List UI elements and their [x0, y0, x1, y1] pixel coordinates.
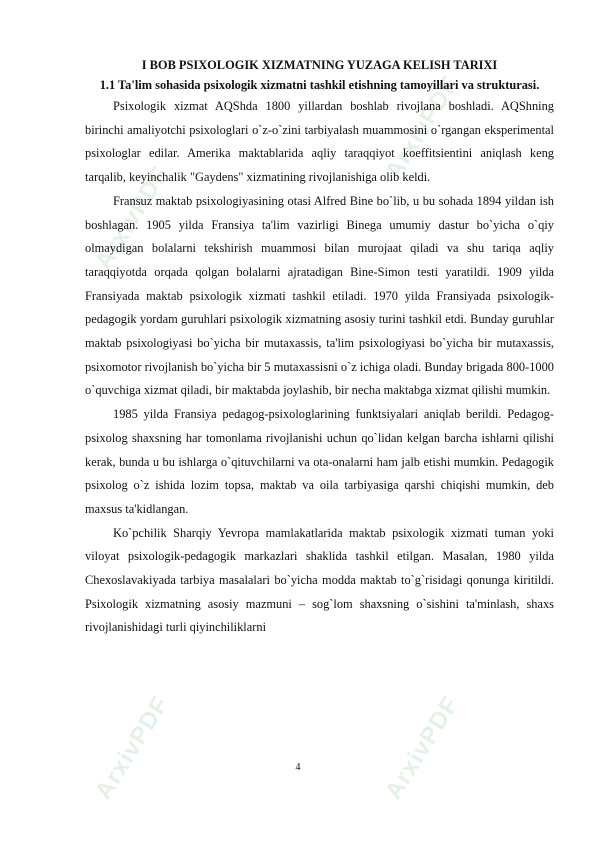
- paragraph: 1985 yilda Fransiya pedagog-psixologlarining funktsiyalari aniqlab berildi. Pedagog-psixolog shaxsning har tomonlama rivojlanishi uchun qo`lidan kelgan barcha ishlarni qilishi kerak, bunda u bu ishlarga o`qituvchilarni va ota-onalarni ham jalb etishi mumkin. Pedagogik psixolog o`z ishida lozim topsa, maktab va oila tarbiyasiga qarshi chiqishi mumkin, deb maxsus ta'kidlangan.: [85, 407, 554, 516]
- watermark: ArxivPDF: [380, 71, 465, 185]
- watermark: ArxivPDF: [90, 161, 175, 275]
- watermark: ArxivPDF: [90, 691, 175, 805]
- chapter-title: I BOB PSIXOLOGIK XIZMATNING YUZAGA KELISH TARIXI: [141, 58, 498, 72]
- paragraph: Fransuz maktab psixologiyasining otasi Alfred Bine bo`lib, u bu sohada 1894 yildan ish boshlagan. 1905 yilda Fransiya ta'lim vazirligi Binega umumiy dastur bo`yicha o`qiy olmaydigan bolalarni tekshirish muammosi bilan murojaat qiladi va shu tariqa aqliy taraqqiyotda orqada qolgan bolalarni ajratadigan Bine-Simon testi yaratildi. 1909 yilda Fransiyada maktab psixologik xizmati tashkil etiladi. 1970 yilda Fransiyada psixologik-pedagogik yordam guruhlari psixologik xizmatning asosiy turini tashkil etdi. Bunday guruhlar maktab psixologiyasi bo`yicha bir mutaxassis, ta'lim psixologiyasi bo`yicha bir mutaxassis, psixomotor rivojlanish bo`yicha bir 5 mutaxassisni o`z ichiga oladi. Bunday brigada 800-1000 o`quvchiga xizmat qiladi, bir maktabda joylashib, bir necha maktabga xizmat qilishi mumkin.: [85, 193, 554, 398]
- paragraph: Psixologik xizmat AQShda 1800 yillardan boshlab rivojlana boshladi. AQShning birinchi amaliyotchi psixologlari o`z-o`zini tarbiyalash muammosini o`rgangan eksperimental psixologlar edilar. Amerika maktablarida aqliy taraqqiyot koeffitsientini aniqlash keng tarqalib, keyinchalik "Gaydens" xizmatining rivojlanishiga olib keldi.: [85, 99, 554, 185]
- section-title: 1.1 Ta'lim sohasida psixologik xizmatni tashkil etishning tamoyillari va strukturasi.: [99, 78, 540, 92]
- page-number: 4: [295, 762, 301, 773]
- page-content: [85, 55, 554, 640]
- paragraph: Ko`pchilik Sharqiy Yevropa mamlakatlarida maktab psixologik xizmati tuman yoki viloyat psixologik-pedagogik markazlari shaklida tashkil etilgan. Masalan, 1980 yilda Chexoslavakiyada tarbiya masalalari bo`yicha modda maktab to`g`risidagi qonunga kiritildi. Psixologik xizmatning asosiy mazmuni – sog`lom shaxsning o`sishini ta'minlash, shaxs rivojlanishidagi turli qiyinchiliklarni: [85, 525, 554, 635]
- watermark: ArxivPDF: [380, 691, 465, 805]
